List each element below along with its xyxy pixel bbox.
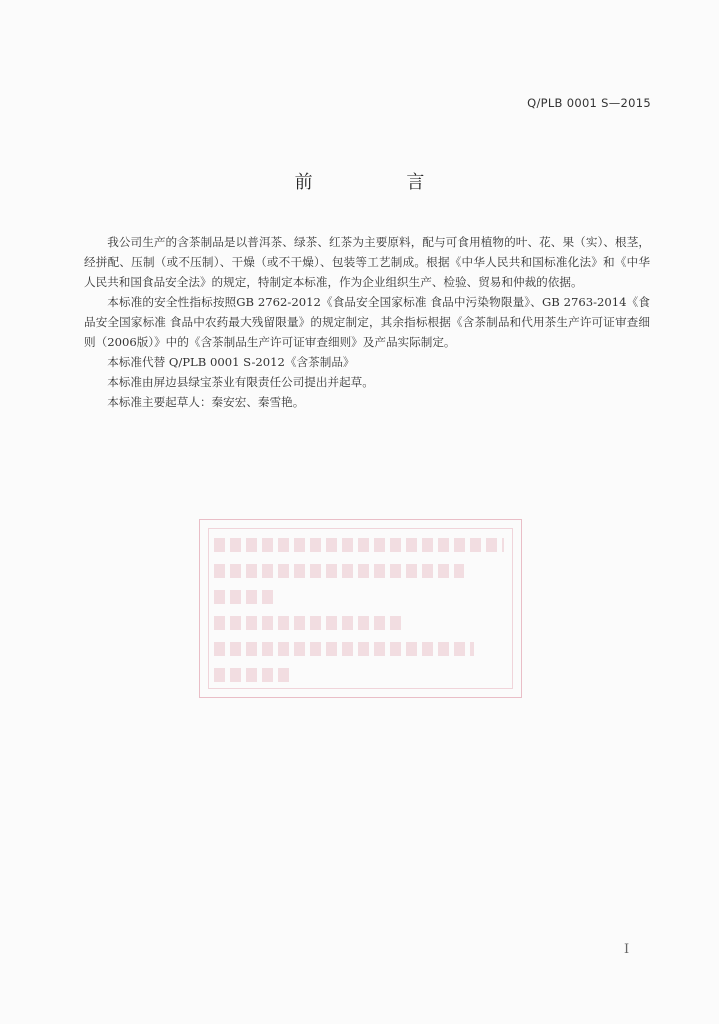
registration-stamp bbox=[199, 519, 522, 698]
stamp-text-line bbox=[214, 590, 274, 604]
foreword-body bbox=[84, 232, 650, 412]
page-number: I bbox=[624, 942, 630, 957]
page-title: 前 言 bbox=[294, 172, 469, 193]
paragraph-drafters: 本标准主要起草人：秦安宏、秦雪艳。 bbox=[107, 395, 305, 409]
stamp-inner-frame bbox=[208, 528, 513, 689]
paragraph-drafting-org: 本标准由屏边县绿宝茶业有限责任公司提出并起草。 bbox=[107, 375, 374, 389]
stamp-text-line bbox=[214, 668, 294, 682]
stamp-text-line bbox=[214, 538, 504, 552]
stamp-text-line bbox=[214, 616, 404, 630]
document-code: Q/PLB 0001 S—2015 bbox=[527, 96, 651, 110]
stamp-text-line bbox=[214, 642, 474, 656]
paragraph-replaces: 本标准代替 Q/PLB 0001 S-2012《含茶制品》 bbox=[107, 355, 355, 369]
paragraph-safety-indicators: 本标准的安全性指标按照GB 2762-2012《食品安全国家标准 食品中污染物限量》、GB 2763-2014《食品安全国家标准 食品中农药最大残留限量》的规定制定，其余指标根据《含茶制品和代用茶生产许可证审查细则（2006版）》中的《含茶制品生产许可证审查细则》及产品实际制定。 bbox=[84, 295, 650, 349]
paragraph-intro: 我公司生产的含茶制品是以普洱茶、绿茶、红茶为主要原料，配与可食用植物的叶、花、果（实）、根茎，经拼配、压制（或不压制）、干燥（或不干燥）、包装等工艺制成。根据《中华人民共和国标准化法》和《中华人民共和国食品安全法》的规定，特制定本标准，作为企业组织生产、检验、贸易和仲裁的依据。 bbox=[84, 235, 650, 289]
stamp-text-line bbox=[214, 564, 464, 578]
